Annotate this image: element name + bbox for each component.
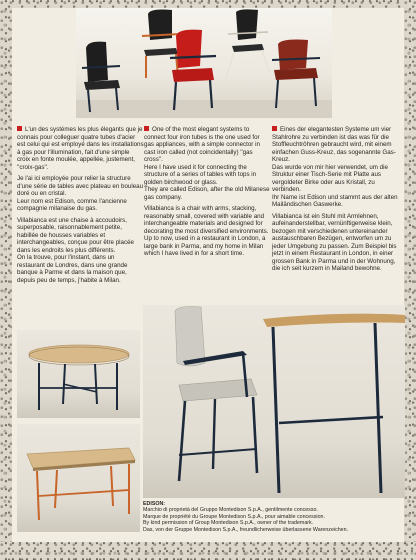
english-paragraph-3: They are called Edison, after the old Milanese gas company. [144,186,270,201]
german-paragraph-4: Villabianca ist ein Stuhl mit Armlehnen, aufeinanderstellbar, vernünftigerweise klein, bezogen mit verschiedenen untereinander austauschbaren Bezügen, entworfen um zu jeder Umgebung zu passen. Zum Beispiel bis jetzt in einem Restaurant in London, in einer grossen Bank in Parma und in der Wohnung, die ich seit kurzem in Mailand bewohne. [272,212,397,272]
french-paragraph-5: On la trouve, pour l'instant, dans un restaurant de Londres, dans une grande banque à Parme et dans la maison que, depuis peu de temps, j'habite à Milan. [17,254,128,284]
german-paragraph-2: Das wurde von mir hier verwendet, um die Struktur einer Tisch-Serie mit Platte aus vergoldeter Birke oder aus Kristall, zu verbinden. [272,163,388,193]
column-english [144,126,271,262]
red-bullet-marker [272,126,277,131]
caption-line-french: Marque de propriété du Groupe Montedison S.p.A., pour aimable concession. [143,513,325,520]
german-paragraph-1: Eines der elegantesten Systeme um vier Stahlrohre zu verbinden ist das was für die Stoffleuchtröhren gebraucht wird, mit einem einfachen Guss-Kreuz, das sogenannte Gas-Kreuz. [272,126,396,163]
photo-chair-at-table [143,305,405,498]
terrazzo-border-right [404,0,416,560]
caption-line-english: By kind permission of Group Montedison S.p.A., owner of the trademark. [143,520,314,527]
english-paragraph-5: Up to now, used in a restaurant in London, a large bank in Parma, and my home in Milan which I have lived in for a short time. [144,235,266,257]
hero-photo-chairs [76,8,332,118]
french-paragraph-3: Leur nom est Edison, comme l'ancienne compagnie milanaise du gas. [17,197,127,212]
caption-line-italian: Marchio di proprietà del Gruppo Montedison S.p.A., gentilmente concesso. [143,507,318,514]
french-paragraph-4: Villabianca est une chaise à accoudoirs, superposable, raisonnablement petite, habillée de housses variables et interchangeables, conçue pour être placée dans les endroits les plus différents. [17,216,134,254]
floor [76,100,332,118]
chair-orange-frame [142,10,180,79]
chair-black-right [226,9,270,78]
chair-red [170,30,216,110]
table-orange-illustration [17,424,140,532]
photo-table-orange [17,424,140,532]
english-paragraph-4: Villabianca is a chair with arms, stacking, reasonably small, covered with variable and interchangeable materials and designed for decorating the most diversified environments. [144,205,269,235]
edison-caption [143,501,405,533]
chair-table-illustration [143,305,405,498]
chairs-illustration [76,8,332,118]
terrazzo-border-top [0,0,416,8]
red-bullet-marker [17,126,22,131]
table-navy-illustration [17,330,140,418]
english-paragraph-1: One of the most elegant systems to connect four iron tubes is the one used for gas appliances, with a simple connector in cast iron called (not coincidentally) ''gas cross''. [144,126,260,163]
french-paragraph-1: L'un des systèmes les plus élegants que je connais pour colleguer quatre tubes d'acier est celui qui est employé dans les installations à gas pour l'illumination, fait d'une simple croix en fonte moulée, appellée, justement, ''croix-gas''. [17,126,144,171]
chair-brown [272,40,320,109]
column-german [272,126,399,277]
english-paragraph-2: Here I have used it for connecting the structure of a series of tables with tops in golden birchwood or glass. [144,163,257,186]
terrazzo-border-left [0,0,12,560]
column-french [17,126,144,288]
red-bullet-marker [144,126,149,131]
caption-title: EDISON: [143,501,166,507]
caption-line-german: Das, von der Gruppe Montedison S.p.A., freundlicherweise überlassene Warenzeichen. [143,526,349,533]
terrazzo-border-bottom [0,542,416,560]
photo-table-navy [17,330,140,418]
french-paragraph-2: Je l'ai ici employée pour relier la structure d'une série de tables avec plateau en bouleau doré ou en cristal. [17,175,144,197]
german-paragraph-3: Ihr Name ist Edison und stammt aus der alten Mailändischen Gaswerke. [272,193,398,208]
